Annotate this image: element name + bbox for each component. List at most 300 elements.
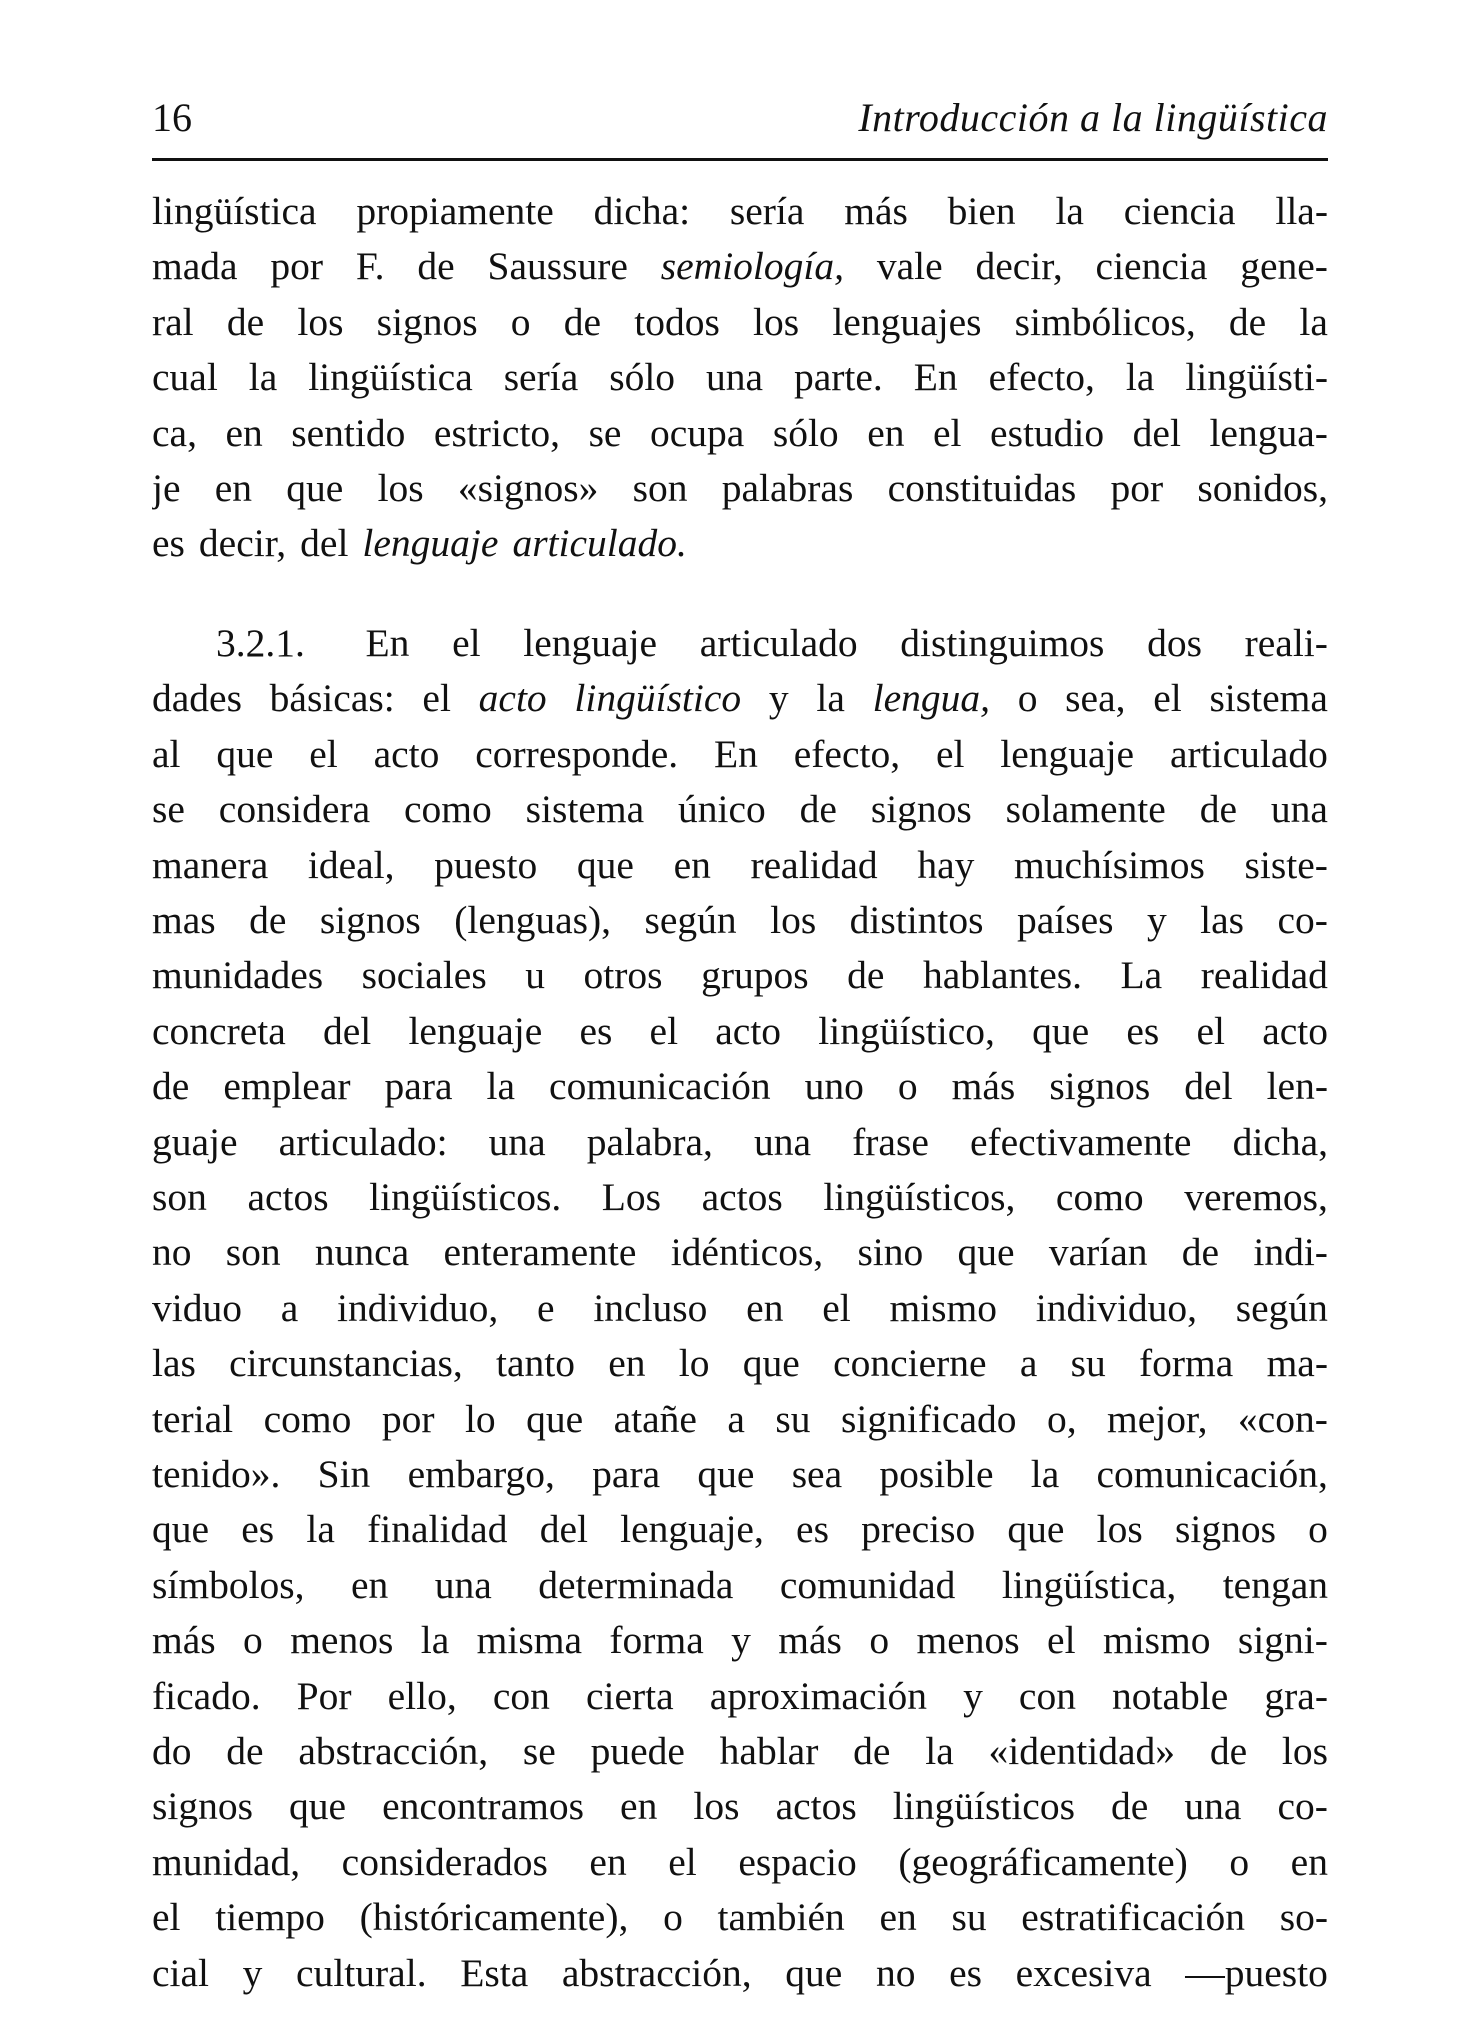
word: a: [727, 1397, 745, 1441]
word: encontramos: [382, 1784, 584, 1828]
text-line: [152, 1336, 1328, 1392]
word: actos: [701, 1175, 783, 1219]
word: menos: [290, 1618, 394, 1662]
word: signos: [152, 1784, 253, 1828]
word: la: [248, 355, 278, 399]
word: en: [589, 1840, 627, 1884]
word: del: [300, 521, 349, 565]
word: más: [778, 1618, 842, 1662]
word: los: [377, 466, 424, 510]
word: más: [152, 1618, 216, 1662]
word: realidad: [750, 843, 878, 887]
word: que: [216, 732, 274, 776]
word: abstracción,: [298, 1729, 489, 1773]
word: el: [668, 1840, 697, 1884]
word: aproximación: [709, 1674, 927, 1718]
word: la: [925, 1729, 954, 1773]
word: La: [1120, 953, 1163, 997]
word: de: [417, 244, 455, 288]
word: y: [731, 1618, 751, 1662]
word: En: [714, 732, 758, 776]
word: Esta: [460, 1951, 529, 1995]
word: el: [152, 1895, 181, 1939]
word: terial: [152, 1397, 234, 1441]
word: posible: [879, 1452, 994, 1496]
text-line: [152, 727, 1328, 783]
word: o: [243, 1618, 263, 1662]
text-line: [152, 1502, 1328, 1558]
word: con: [1018, 1674, 1076, 1718]
word: lo: [464, 1397, 496, 1441]
text-line: [152, 1447, 1328, 1503]
word: espacio: [738, 1840, 857, 1884]
word: o: [869, 1618, 890, 1662]
word: el: [1196, 1009, 1225, 1053]
word: excesiva: [1015, 1951, 1152, 1995]
text-line: [152, 461, 1328, 517]
text-line: [152, 838, 1328, 894]
word: puede: [590, 1729, 685, 1773]
word: en: [225, 411, 263, 455]
word: veremos,: [1184, 1175, 1328, 1219]
word: de: [853, 1729, 891, 1773]
word: lenguajes: [832, 300, 982, 344]
text-line: [152, 782, 1328, 838]
word: considerados: [341, 1840, 548, 1884]
word: articulado: [1169, 732, 1328, 776]
word: determinada: [538, 1563, 734, 1607]
text-line: [152, 295, 1328, 351]
word: que: [1007, 1507, 1065, 1551]
section-number: 3.2.1.: [216, 621, 305, 665]
word: su: [951, 1895, 987, 1939]
word: por: [381, 1397, 435, 1441]
word: es: [1126, 1009, 1160, 1053]
word: realidad: [1200, 953, 1328, 997]
word: signi-: [1237, 1618, 1328, 1662]
word: que: [576, 843, 634, 887]
word: misma: [476, 1618, 582, 1662]
word: considera: [218, 787, 371, 831]
word: individuo,: [337, 1286, 499, 1330]
word: atañe: [613, 1397, 697, 1441]
word: en: [608, 1341, 646, 1385]
word: símbolos,: [152, 1563, 305, 1607]
text-line: [152, 1170, 1328, 1226]
word: efecto,: [793, 732, 901, 776]
word: Los: [601, 1175, 662, 1219]
word: hablar: [719, 1729, 819, 1773]
word: signos: [1174, 1507, 1276, 1551]
word: dos: [1147, 621, 1202, 665]
word: bien: [947, 189, 1016, 233]
word: cultural.: [296, 1951, 427, 1995]
word: lingüística,: [1001, 1563, 1177, 1607]
word: lenguaje,: [620, 1507, 764, 1551]
word: gra-: [1264, 1674, 1328, 1718]
word: hablantes.: [922, 953, 1082, 997]
word: actos: [775, 1784, 857, 1828]
word: del: [322, 1009, 372, 1053]
text-line: [152, 1115, 1328, 1171]
word: el: [935, 732, 965, 776]
text-line: [152, 893, 1328, 949]
word: comunidad: [779, 1563, 956, 1607]
word: —puesto: [1185, 1951, 1328, 1995]
word: lla-: [1275, 189, 1328, 233]
word: articulado.: [512, 521, 687, 565]
word: finalidad: [367, 1507, 508, 1551]
word: de: [799, 787, 837, 831]
word: del: [539, 1507, 588, 1551]
word: de: [563, 300, 602, 344]
word: cierta: [585, 1674, 674, 1718]
word: comunicación: [549, 1064, 771, 1108]
text-line: [152, 1779, 1328, 1835]
word: co-: [1277, 1784, 1328, 1828]
word: que: [742, 1341, 800, 1385]
word: los: [1096, 1507, 1143, 1551]
word: actos: [247, 1175, 329, 1219]
word: mismo: [1102, 1618, 1211, 1662]
word: Saussure: [487, 244, 628, 288]
word: el: [933, 411, 962, 455]
word: mismo: [889, 1286, 997, 1330]
word: en: [620, 1784, 658, 1828]
word: la: [1055, 189, 1084, 233]
word: palabra,: [586, 1120, 713, 1164]
word: sentido: [291, 411, 406, 455]
word: sería: [503, 355, 579, 399]
word: lingüísticos,: [823, 1175, 1016, 1219]
word: lingüísticos.: [369, 1175, 562, 1219]
word: la: [1030, 1452, 1060, 1496]
word: la: [486, 1064, 516, 1108]
word: otros: [583, 953, 663, 997]
word: lenguaje: [362, 521, 499, 565]
word: estratificación: [1021, 1895, 1246, 1939]
word: se: [152, 787, 185, 831]
text-line: [152, 350, 1328, 406]
word: distinguimos: [900, 621, 1105, 665]
word: de: [1209, 1729, 1248, 1773]
word: lingüística: [152, 189, 317, 233]
word: je: [152, 466, 181, 510]
word: En: [913, 355, 958, 399]
word: de: [1111, 1784, 1149, 1828]
word: las: [152, 1341, 196, 1385]
word: signos: [870, 787, 972, 831]
text-line: [152, 1724, 1328, 1780]
word: signos: [319, 898, 421, 942]
word: F.: [355, 244, 385, 288]
word: dicha,: [1232, 1120, 1328, 1164]
word: varían: [1048, 1230, 1148, 1274]
word: co-: [1277, 898, 1328, 942]
word: a: [1019, 1341, 1038, 1385]
word: siste-: [1244, 843, 1328, 887]
word: notable: [1112, 1674, 1229, 1718]
word: dicha:: [593, 189, 691, 233]
word: la: [1125, 355, 1155, 399]
word: ral: [152, 300, 194, 344]
word: articulado:: [278, 1120, 448, 1164]
word: dades: [152, 676, 242, 720]
word: que: [957, 1230, 1015, 1274]
word: más: [951, 1064, 1016, 1108]
word: acto: [715, 1009, 782, 1053]
word: grupos: [701, 953, 809, 997]
word: hay: [917, 843, 975, 887]
word: su: [1070, 1341, 1106, 1385]
word: lingüísticos: [892, 1784, 1075, 1828]
word: por: [270, 244, 324, 288]
word: que: [289, 1784, 347, 1828]
word: que: [152, 1507, 210, 1551]
word: ocupa: [649, 411, 745, 455]
text-line: [152, 406, 1328, 462]
word: al: [152, 732, 181, 776]
word: ello,: [387, 1674, 457, 1718]
word: «signos»: [457, 466, 599, 510]
word: frase: [852, 1120, 929, 1164]
word: corresponde.: [475, 732, 679, 776]
word: o: [1308, 1507, 1328, 1551]
word: efecto,: [988, 355, 1095, 399]
word: de: [1199, 787, 1237, 831]
word: el: [422, 676, 451, 720]
word: como: [263, 1397, 352, 1441]
word: uno: [804, 1064, 864, 1108]
word: de: [226, 1729, 264, 1773]
word: Sin: [317, 1452, 371, 1496]
word: países: [1016, 898, 1114, 942]
word: son: [632, 466, 688, 510]
word: mejor,: [1107, 1397, 1208, 1441]
word: es: [949, 1951, 982, 1995]
word: tengan: [1222, 1563, 1328, 1607]
word: lengua,: [872, 676, 990, 720]
word: básicas:: [269, 676, 395, 720]
word: ciencia: [1095, 244, 1208, 288]
word: comunicación,: [1096, 1452, 1328, 1496]
word: signos: [1049, 1064, 1151, 1108]
word: sino: [857, 1230, 924, 1274]
text-line: [152, 1059, 1328, 1115]
word: lingüística: [308, 355, 473, 399]
word: efectivamente: [969, 1120, 1192, 1164]
word: En: [365, 621, 410, 665]
word: sólo: [609, 355, 676, 399]
word: Por: [296, 1674, 352, 1718]
word: nunca: [314, 1230, 410, 1274]
word: lingüístico,: [818, 1009, 995, 1053]
word: munidades: [152, 953, 324, 997]
word: por: [1110, 466, 1164, 510]
word: el: [822, 1286, 851, 1330]
word: lengua-: [1209, 411, 1328, 455]
word: en: [867, 411, 905, 455]
word: acto: [1262, 1009, 1328, 1053]
word: es: [152, 521, 185, 565]
word: los: [297, 300, 344, 344]
word: según: [1235, 1286, 1328, 1330]
word: sería: [729, 189, 805, 233]
word: los: [693, 1784, 740, 1828]
word: la: [306, 1507, 335, 1551]
text-line: [152, 1835, 1328, 1891]
word: ca,: [152, 411, 197, 455]
word: concreta: [152, 1009, 286, 1053]
word: «identidad»: [988, 1729, 1176, 1773]
word: más: [844, 189, 908, 233]
word: muchísimos: [1013, 843, 1205, 887]
word: en: [746, 1286, 784, 1330]
word: reali-: [1244, 621, 1328, 665]
word: el: [1153, 676, 1182, 720]
word: forma: [609, 1618, 704, 1662]
word: individuo,: [1035, 1286, 1198, 1330]
word: del: [1184, 1064, 1233, 1108]
word: cial: [152, 1951, 210, 1995]
word: del: [1132, 411, 1181, 455]
word: concierne: [833, 1341, 987, 1385]
word: constituidas: [887, 466, 1077, 510]
word: o: [510, 300, 531, 344]
word: solamente: [1005, 787, 1166, 831]
word: enteramente: [443, 1230, 637, 1274]
word: como: [1055, 1175, 1144, 1219]
word: estricto,: [433, 411, 561, 455]
word: propiamente: [356, 189, 554, 233]
word: sistema: [525, 787, 645, 831]
word: palabras: [721, 466, 854, 510]
word: es: [241, 1507, 275, 1551]
word: de: [226, 300, 265, 344]
word: munidad,: [152, 1840, 301, 1884]
word: una: [1184, 1784, 1242, 1828]
word: de: [249, 898, 287, 942]
text-line: [152, 1558, 1328, 1614]
word: la: [420, 1618, 450, 1662]
word: los: [753, 300, 800, 344]
word: la: [816, 676, 845, 720]
page-number: 16: [152, 95, 192, 140]
word: o: [1017, 676, 1038, 720]
word: sea: [791, 1452, 843, 1496]
text-line: [152, 1890, 1328, 1946]
word: de: [1228, 300, 1267, 344]
word: articulado: [699, 621, 858, 665]
word: de: [847, 953, 885, 997]
word: semiología,: [660, 244, 844, 288]
word: o: [1229, 1840, 1250, 1884]
word: sea,: [1065, 676, 1126, 720]
text-line: [152, 1669, 1328, 1725]
word: es: [579, 1009, 613, 1053]
word: significado: [840, 1397, 1017, 1441]
word: acto: [373, 732, 440, 776]
word: o: [897, 1064, 918, 1108]
word: para: [592, 1452, 661, 1496]
text-line: [152, 184, 1328, 240]
word: puesto: [434, 843, 538, 887]
word: emplear: [223, 1064, 351, 1108]
word: manera: [152, 843, 269, 887]
word: lingüístico: [574, 676, 742, 720]
word: que: [286, 466, 344, 510]
word: a: [280, 1286, 299, 1330]
word: tanto: [496, 1341, 575, 1385]
word: que: [526, 1397, 584, 1441]
text-line: [152, 671, 1328, 727]
word: (geográficamente): [898, 1840, 1188, 1884]
word: embargo,: [407, 1452, 555, 1496]
word: sociales: [361, 953, 487, 997]
word: también: [717, 1895, 845, 1939]
word: tenido».: [152, 1452, 281, 1496]
word: y: [1146, 898, 1167, 942]
word: abstracción,: [561, 1951, 752, 1995]
word: estudio: [990, 411, 1105, 455]
word: el: [1047, 1618, 1076, 1662]
word: signos: [376, 300, 478, 344]
word: que: [785, 1951, 843, 1995]
word: con: [492, 1674, 550, 1718]
word: de: [1181, 1230, 1220, 1274]
word: sistema: [1209, 676, 1328, 720]
word: lenguaje: [1000, 732, 1135, 776]
word: menos: [916, 1618, 1020, 1662]
word: no: [875, 1951, 916, 1995]
word: lingüísti-: [1185, 355, 1328, 399]
text-line: [152, 1392, 1328, 1448]
word: ficado.: [152, 1674, 261, 1718]
word: una: [706, 355, 764, 399]
word: so-: [1279, 1895, 1328, 1939]
word: forma: [1139, 1341, 1234, 1385]
word: preciso: [861, 1507, 976, 1551]
word: son: [225, 1230, 281, 1274]
word: los: [1281, 1729, 1328, 1773]
word: e: [537, 1286, 555, 1330]
word: len-: [1266, 1064, 1328, 1108]
word: de: [152, 1064, 190, 1108]
word: en: [1290, 1840, 1328, 1884]
word: como: [404, 787, 492, 831]
word: el: [309, 732, 338, 776]
word: se: [522, 1729, 556, 1773]
word: vale: [876, 244, 943, 288]
text-line: [152, 1004, 1328, 1060]
word: todos: [634, 300, 720, 344]
word: en: [214, 466, 253, 510]
word: mada: [152, 244, 238, 288]
word: ciencia: [1123, 189, 1236, 233]
word: u: [525, 953, 545, 997]
word: la: [1299, 300, 1328, 344]
word: cual: [152, 355, 218, 399]
word: distintos: [849, 898, 984, 942]
word: decir,: [975, 244, 1063, 288]
word: incluso: [593, 1286, 708, 1330]
word: o,: [1046, 1397, 1077, 1441]
word: y: [768, 676, 789, 720]
word: único: [678, 787, 766, 831]
word: una: [753, 1120, 812, 1164]
word: el: [649, 1009, 679, 1053]
word: y: [242, 1951, 263, 1995]
